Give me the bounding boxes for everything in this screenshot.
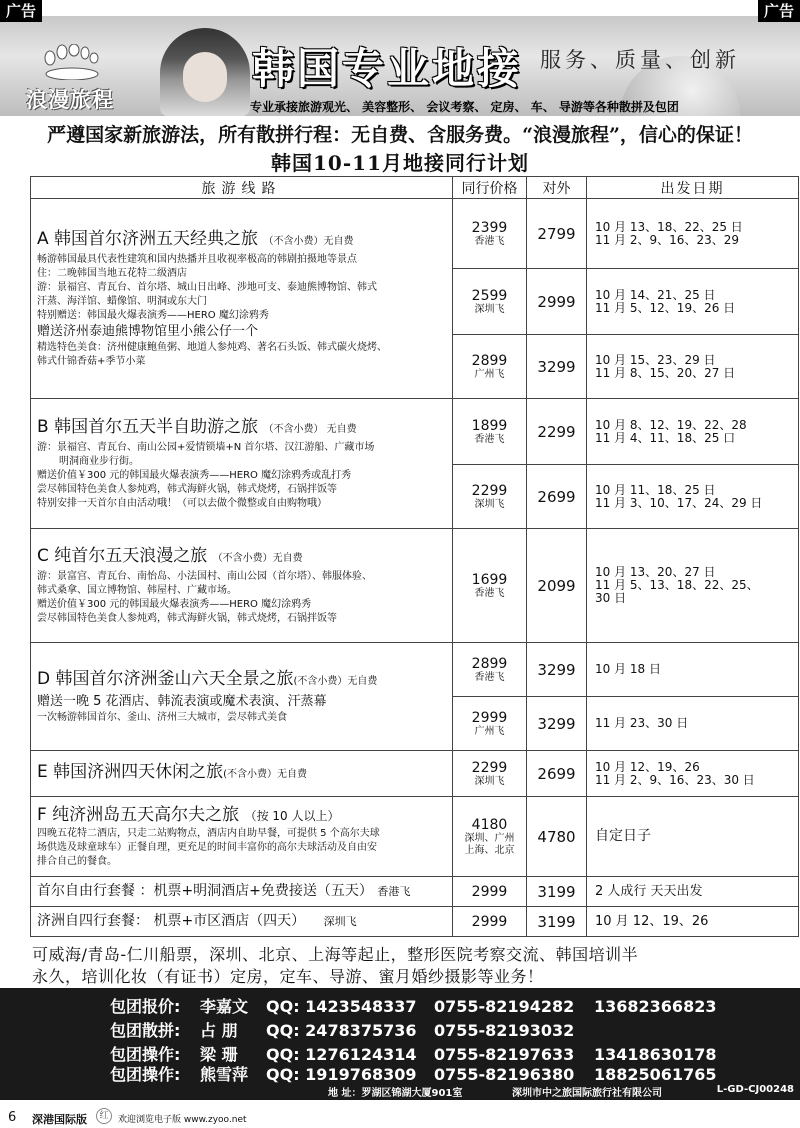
route-d-highlight: 赠送一晚 5 花酒店、韩流表演或魔术表演、汗蒸幕 (37, 694, 327, 709)
package-seoul-price: 2999 (453, 877, 527, 907)
header-banner (0, 16, 800, 116)
more-services-line: 永久，培训化妆（有证书）定房，定车、导游、蜜月婚纱摄影等业务！ (32, 967, 544, 986)
table-row (31, 751, 799, 797)
route-a-price-1: 2399 香港飞 (453, 199, 527, 269)
route-a-line: 精选特色美食：济州健康鲍鱼粥、地道人参炖鸡、著名石头饭、韩式碳火烧烤、 (37, 342, 387, 353)
page-number: 6 (8, 1110, 17, 1125)
route-c-line: 韩式桑拿、国立博物馆、韩屋村、广藏市场。 (37, 585, 237, 596)
route-d-external-1: 3299 (527, 643, 587, 697)
route-a-note: （不含小费）无自费 (263, 236, 354, 247)
route-c-price-1: 1699 香港飞 (453, 529, 527, 643)
route-f-title: F 纯济洲岛五天高尔夫之旅 (37, 805, 240, 825)
route-a-dates-2: 10 月 14、21、25 日 11 月 5、12、19、26 日 (587, 269, 799, 335)
package-seoul-external: 3199 (527, 877, 587, 907)
itinerary-table (30, 176, 799, 937)
table-row (31, 529, 799, 643)
header-departure-dates: 出发日期 (587, 177, 799, 199)
contact-role: 包团操作: (110, 1065, 181, 1084)
route-f-note: （按 10 人以上） (244, 809, 340, 823)
contact-row (110, 994, 716, 1016)
package-jeju-title: 济洲自四行套餐： 机票+市区酒店（四天） (37, 913, 306, 929)
package-seoul-title: 首尔自由行套餐 ：机票+明洞酒店+免费接送（五天） (37, 883, 373, 899)
contact-row (110, 1018, 594, 1040)
route-d-dates-1: 10 月 18 日 (587, 643, 799, 697)
route-c-note: （不含小费）无自费 (212, 553, 303, 564)
table-row (31, 199, 799, 269)
route-d-note: (不含小费）无自费 (293, 676, 378, 687)
route-a-highlight: 赠送济州泰迪熊博物馆里小熊公仔一个 (37, 324, 259, 339)
contact-role: 包团报价: (110, 997, 181, 1016)
route-f-title-line (37, 804, 446, 827)
contact-row (110, 1062, 716, 1084)
more-services (32, 944, 792, 988)
route-e-external-1: 2699 (527, 751, 587, 797)
route-c-line: 游：景富宫、青瓦台、南怡岛、小法国村、南山公园（首尔塔）、韩服体验、 (37, 571, 372, 582)
package-seoul-cell (31, 877, 453, 907)
route-d-external-2: 3299 (527, 697, 587, 751)
footprint-logo-icon (40, 44, 104, 80)
route-e-price-1: 2299 深圳飞 (453, 751, 527, 797)
contact-qq: QQ: 1423548337 (266, 997, 417, 1016)
route-b-title: B 韩国首尔五天半自助游之旅 (37, 417, 259, 437)
route-c-title: C 纯首尔五天浪漫之旅 (37, 546, 208, 566)
route-f-dates-1: 自定日子 (587, 797, 799, 877)
package-jeju-cell (31, 907, 453, 937)
route-c-line: 赠送价值￥300 元的韩国最火爆表演秀——HERO 魔幻涂鸦秀 (37, 599, 312, 610)
route-b-line: 赠送价值￥300 元的韩国最火爆表演秀——HERO 魔幻涂鸦秀或乱打秀 (37, 470, 352, 481)
route-f-line: 场供选及球童球车）正餐自理，更充足的时间丰富你的高尔夫球活动及自由安 (37, 842, 377, 853)
route-f-cell (31, 797, 453, 877)
table-header-row (31, 177, 799, 199)
table-row (31, 797, 799, 877)
banner-title: 韩国专业地接 (252, 44, 523, 93)
route-f-price-1: 4180 深圳、广州 上海、北京 (453, 797, 527, 877)
route-d-price-1: 2899 香港飞 (453, 643, 527, 697)
package-seoul-dates: 2 人成行 天天出发 (587, 877, 799, 907)
route-b-dates-1: 10 月 8、12、19、22、28 11 月 4、11、18、25 口 (587, 399, 799, 465)
contact-name: 梁 珊 (200, 1045, 238, 1064)
route-d-cell (31, 643, 453, 751)
contact-mobile: 18825061765 (594, 1065, 717, 1084)
route-b-line: 明洞商业步行街。 (59, 456, 139, 467)
contact-qq: QQ: 1919768309 (266, 1065, 417, 1084)
route-a-dates-3: 10 月 15、23、29 日 11 月 8、15、20、27 日 (587, 335, 799, 399)
strict-notice: 严遵国家新旅游法，所有散拼行程：无自费、含服务费。“浪漫旅程”，信心的保证！ (47, 124, 753, 146)
contact-qq: QQ: 1276124314 (266, 1045, 417, 1064)
permit-number: L-GD-CJ00248 (716, 1084, 794, 1095)
route-c-dates-1: 10 月 13、20、27 日 11 月 5、13、18、22、25、 30 日 (587, 529, 799, 643)
contact-tel: 0755-82193032 (434, 1021, 575, 1040)
route-b-cell (31, 399, 453, 529)
route-a-line: 游：景福宫、青瓦台、首尔塔、城山日出峰、涉地可支、泰迪熊博物馆、韩式 (37, 282, 377, 293)
ad-label-left: 广告 (0, 0, 42, 22)
route-c-external-1: 2099 (527, 529, 587, 643)
contact-tel: 0755-82196380 (434, 1065, 575, 1084)
plan-title: 韩国10-11月地接同行计划 (271, 151, 529, 175)
route-d-dates-2: 11 月 23、30 日 (587, 697, 799, 751)
table-row (31, 643, 799, 697)
route-d-title-line (37, 668, 446, 693)
company-name: 深圳市中之旅国际旅行社有限公司 (512, 1088, 662, 1099)
route-a-line: 畅游韩国最具代表性建筑和国内热播并且收视率极高的韩剧拍摄地等景点 (37, 254, 357, 265)
package-jeju-external: 3199 (527, 907, 587, 937)
contact-name: 李嘉文 (200, 997, 249, 1016)
contact-panel (0, 988, 800, 1100)
package-jeju-price: 2999 (453, 907, 527, 937)
edition-name: 深港国际版 (32, 1113, 87, 1126)
route-c-cell (31, 529, 453, 643)
route-b-external-1: 2299 (527, 399, 587, 465)
contact-name: 占 朋 (200, 1021, 238, 1040)
banner-subtitle: 专业承接旅游观光、 美容整形、 会议考察、 定房、 车、 导游等各种散拼及包团 (250, 100, 679, 114)
route-e-title: E 韩国济洲四天休闲之旅 (37, 762, 224, 782)
route-a-title: A 韩国首尔济洲五天经典之旅 (37, 229, 259, 249)
package-jeju-dates: 10 月 12、19、26 (587, 907, 799, 937)
table-row (31, 877, 799, 907)
route-b-external-2: 2699 (527, 465, 587, 529)
header-route: 旅游线路 (31, 177, 453, 199)
table-row (31, 907, 799, 937)
company-address: 地 址：罗湖区锦湖大厦901室 (328, 1088, 463, 1099)
route-b-dates-2: 10 月 11、18、25 日 11 月 3、10、17、24、29 日 (587, 465, 799, 529)
contact-tel: 0755-82197633 (434, 1045, 575, 1064)
route-c-line: 尝尽韩国特色美食人参炖鸡，韩式海鲜火锅，韩式烧烤，石锅拌饭等 (37, 613, 337, 624)
header-external-price: 对外 (527, 177, 587, 199)
route-b-note: （不含小费） 无自费 (263, 424, 357, 435)
route-a-title-line (37, 228, 446, 253)
route-a-external-3: 3299 (527, 335, 587, 399)
route-a-line: 特别赠送：韩国最火爆表演秀——HERO 魔幻涂鸦秀 (37, 310, 269, 321)
route-a-cell (31, 199, 453, 399)
package-jeju-from: 深圳飞 (323, 915, 357, 928)
contact-role: 包团散拼: (110, 1021, 181, 1040)
table-row (31, 399, 799, 465)
page-footer (0, 1104, 800, 1128)
logo-text: 浪漫旅程 (26, 87, 114, 112)
header-peer-price: 同行价格 (453, 177, 527, 199)
contact-row (110, 1042, 716, 1064)
package-seoul-from: 香港飞 (377, 885, 411, 898)
route-a-price-2: 2599 深圳飞 (453, 269, 527, 335)
contact-name: 熊雪萍 (200, 1065, 249, 1084)
route-a-dates-1: 10 月 13、18、22、25 日 11 月 2、9、16、23、29 (587, 199, 799, 269)
contact-mobile: 13682366823 (594, 997, 717, 1016)
contact-tel: 0755-82194282 (434, 997, 575, 1016)
edition-badge-icon: 红 (96, 1108, 112, 1124)
route-b-line: 尝尽韩国特色美食人参炖鸡，韩式海鲜火锅，韩式烧烤，石锅拌饭等 (37, 484, 337, 495)
route-b-price-2: 2299 深圳飞 (453, 465, 527, 529)
route-a-line: 韩式什锦香菇+季节小菜 (37, 356, 146, 367)
route-e-cell (31, 751, 453, 797)
route-d-price-2: 2999 广州飞 (453, 697, 527, 751)
route-b-price-1: 1899 香港飞 (453, 399, 527, 465)
route-b-line: 游：景福宫、青瓦台、南山公园+爱情锁墙+N 首尔塔、汉江游船、广藏市场 (37, 442, 375, 453)
route-c-title-line (37, 545, 446, 570)
route-f-line: 四晚五花特二酒店，只走二站购物点，酒店内自助早餐，可提供 5 个高尔夫球 (37, 828, 380, 839)
contact-qq: QQ: 2478375736 (266, 1021, 417, 1040)
route-b-line: 特别安排一天首尔自由活动哦！（可以去做个微整或自由购物哦） (37, 498, 327, 509)
website-link[interactable]: 欢迎浏览电子版 www.zyoo.net (118, 1115, 247, 1125)
route-a-external-1: 2799 (527, 199, 587, 269)
route-a-line: 汗蒸、海洋馆、蜡像馆、明洞或东大门 (37, 296, 207, 307)
route-a-external-2: 2999 (527, 269, 587, 335)
route-e-dates-1: 10 月 12、19、26 11 月 2、9、16、23、30 日 (587, 751, 799, 797)
hanbok-face (183, 52, 227, 102)
route-a-price-3: 2899 广州飞 (453, 335, 527, 399)
more-services-line: 可威海/青岛-仁川船票，深圳、北京、上海等起止，整形医院考察交流、韩国培训半 (32, 945, 639, 964)
contact-mobile: 13418630178 (594, 1045, 717, 1064)
route-d-title: D 韩国首尔济洲釜山六天全景之旅 (37, 669, 294, 689)
route-a-line: 住：二晚韩国当地五花特二级酒店 (37, 268, 187, 279)
contact-role: 包团操作: (110, 1045, 181, 1064)
banner-slogan: 服务、质量、创新 (540, 48, 740, 72)
company-logo (26, 42, 146, 116)
ad-label-right: 广告 (758, 0, 800, 22)
route-b-title-line (37, 416, 446, 441)
route-f-external-1: 4780 (527, 797, 587, 877)
route-d-line: 一次畅游韩国首尔、釜山、济州三大城市，尝尽韩式美食 (37, 712, 287, 723)
route-e-title-line (37, 761, 446, 786)
route-f-line: 排合自己的餐食。 (37, 856, 117, 867)
route-e-note: (不含小费）无自费 (223, 769, 308, 780)
